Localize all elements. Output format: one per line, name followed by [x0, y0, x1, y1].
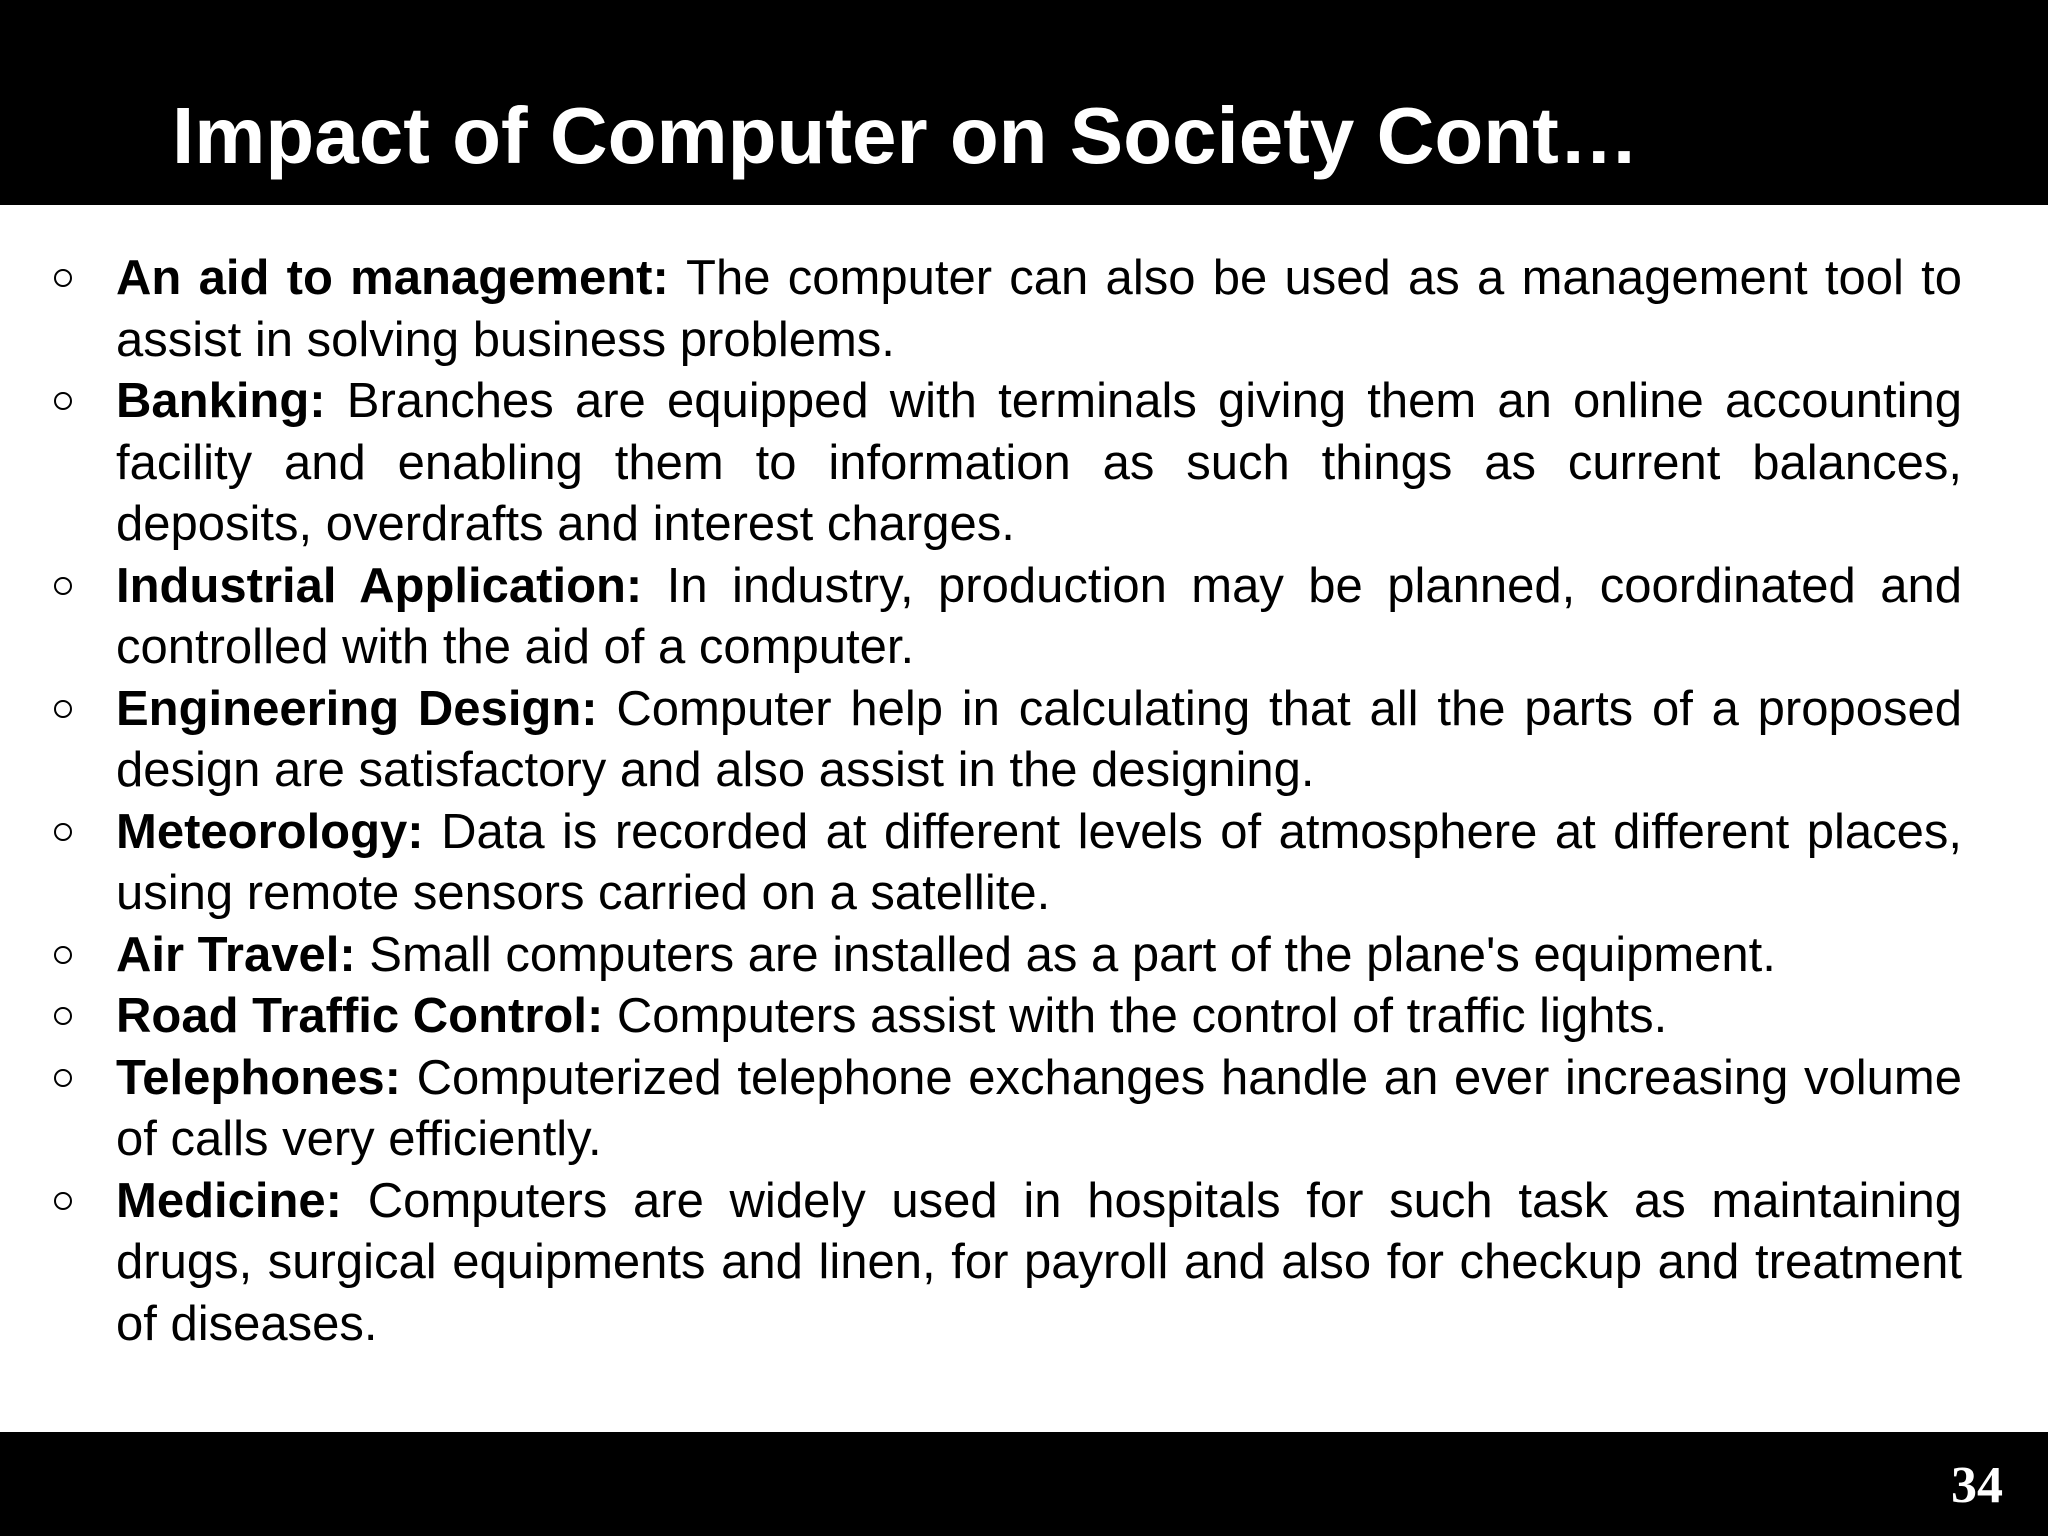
bullet-text: In industry, production may be planned, coordinated and controlled with the aid of a computer. [116, 558, 1962, 674]
bullet-term: Air Travel: [116, 927, 370, 982]
bullet-item [52, 802, 1962, 925]
title-bar [0, 0, 2048, 205]
bullet-term: Telephones: [116, 1050, 417, 1105]
hollow-circle-icon [54, 946, 72, 964]
bullet-text: Data is recorded at different levels of atmosphere at different places, using remote sensors carried on a satellite. [116, 804, 1962, 920]
bullet-item [52, 371, 1962, 556]
bullet-item [52, 1171, 1962, 1356]
bullet-term: Engineering Design: [116, 681, 617, 736]
bullet-term: Meteorology: [116, 804, 442, 859]
hollow-circle-icon [54, 700, 72, 718]
bullet-text: Small computers are installed as a part of the plane's equipment. [369, 927, 1776, 982]
bullet-term: An aid to management: [116, 251, 687, 305]
bullet-term: Medicine: [116, 1173, 368, 1228]
bullet-item [52, 1048, 1962, 1171]
bullet-text: Branches are equipped with terminals giving them an online accounting facility and enabling them to information as such things as current balances, deposits, overdrafts and interest charges. [116, 374, 1962, 551]
bullet-term: Industrial Application: [116, 558, 667, 613]
bullet-item [52, 986, 1962, 1048]
bullet-item [52, 556, 1962, 679]
hollow-circle-icon [54, 269, 72, 287]
hollow-circle-icon [54, 577, 72, 595]
bullet-text: Computerized telephone exchanges handle an ever increasing volume of calls very efficiently. [116, 1050, 1962, 1166]
bullet-text: Computer help in calculating that all the parts of a proposed design are satisfactory and also assist in the designing. [116, 681, 1962, 797]
bullet-text: Computers assist with the control of traffic lights. [616, 989, 1668, 1043]
page-number: 34 [1951, 1457, 2003, 1514]
hollow-circle-icon [54, 1192, 72, 1210]
hollow-circle-icon [54, 1007, 72, 1025]
slide-content [52, 248, 1962, 1355]
bullet-text: The computer can also be used as a management tool to assist in solving business problems. [116, 251, 1963, 367]
hollow-circle-icon [54, 823, 72, 841]
bullet-term: Banking: [116, 374, 347, 428]
slide-title: Impact of Computer on Society Cont… [172, 91, 1639, 180]
hollow-circle-icon [54, 1069, 72, 1087]
bullet-term: Road Traffic Control: [116, 989, 617, 1043]
footer-bar [0, 1432, 2048, 1536]
bullet-text: Computers are widely used in hospitals for such task as maintaining drugs, surgical equipments and linen, for payroll and also for checkup and treatment of diseases. [116, 1173, 1962, 1351]
bullet-item [52, 679, 1962, 802]
bullet-item [52, 925, 1962, 987]
bullet-item [52, 248, 1962, 371]
hollow-circle-icon [54, 392, 72, 410]
bullet-list [52, 248, 1962, 1355]
